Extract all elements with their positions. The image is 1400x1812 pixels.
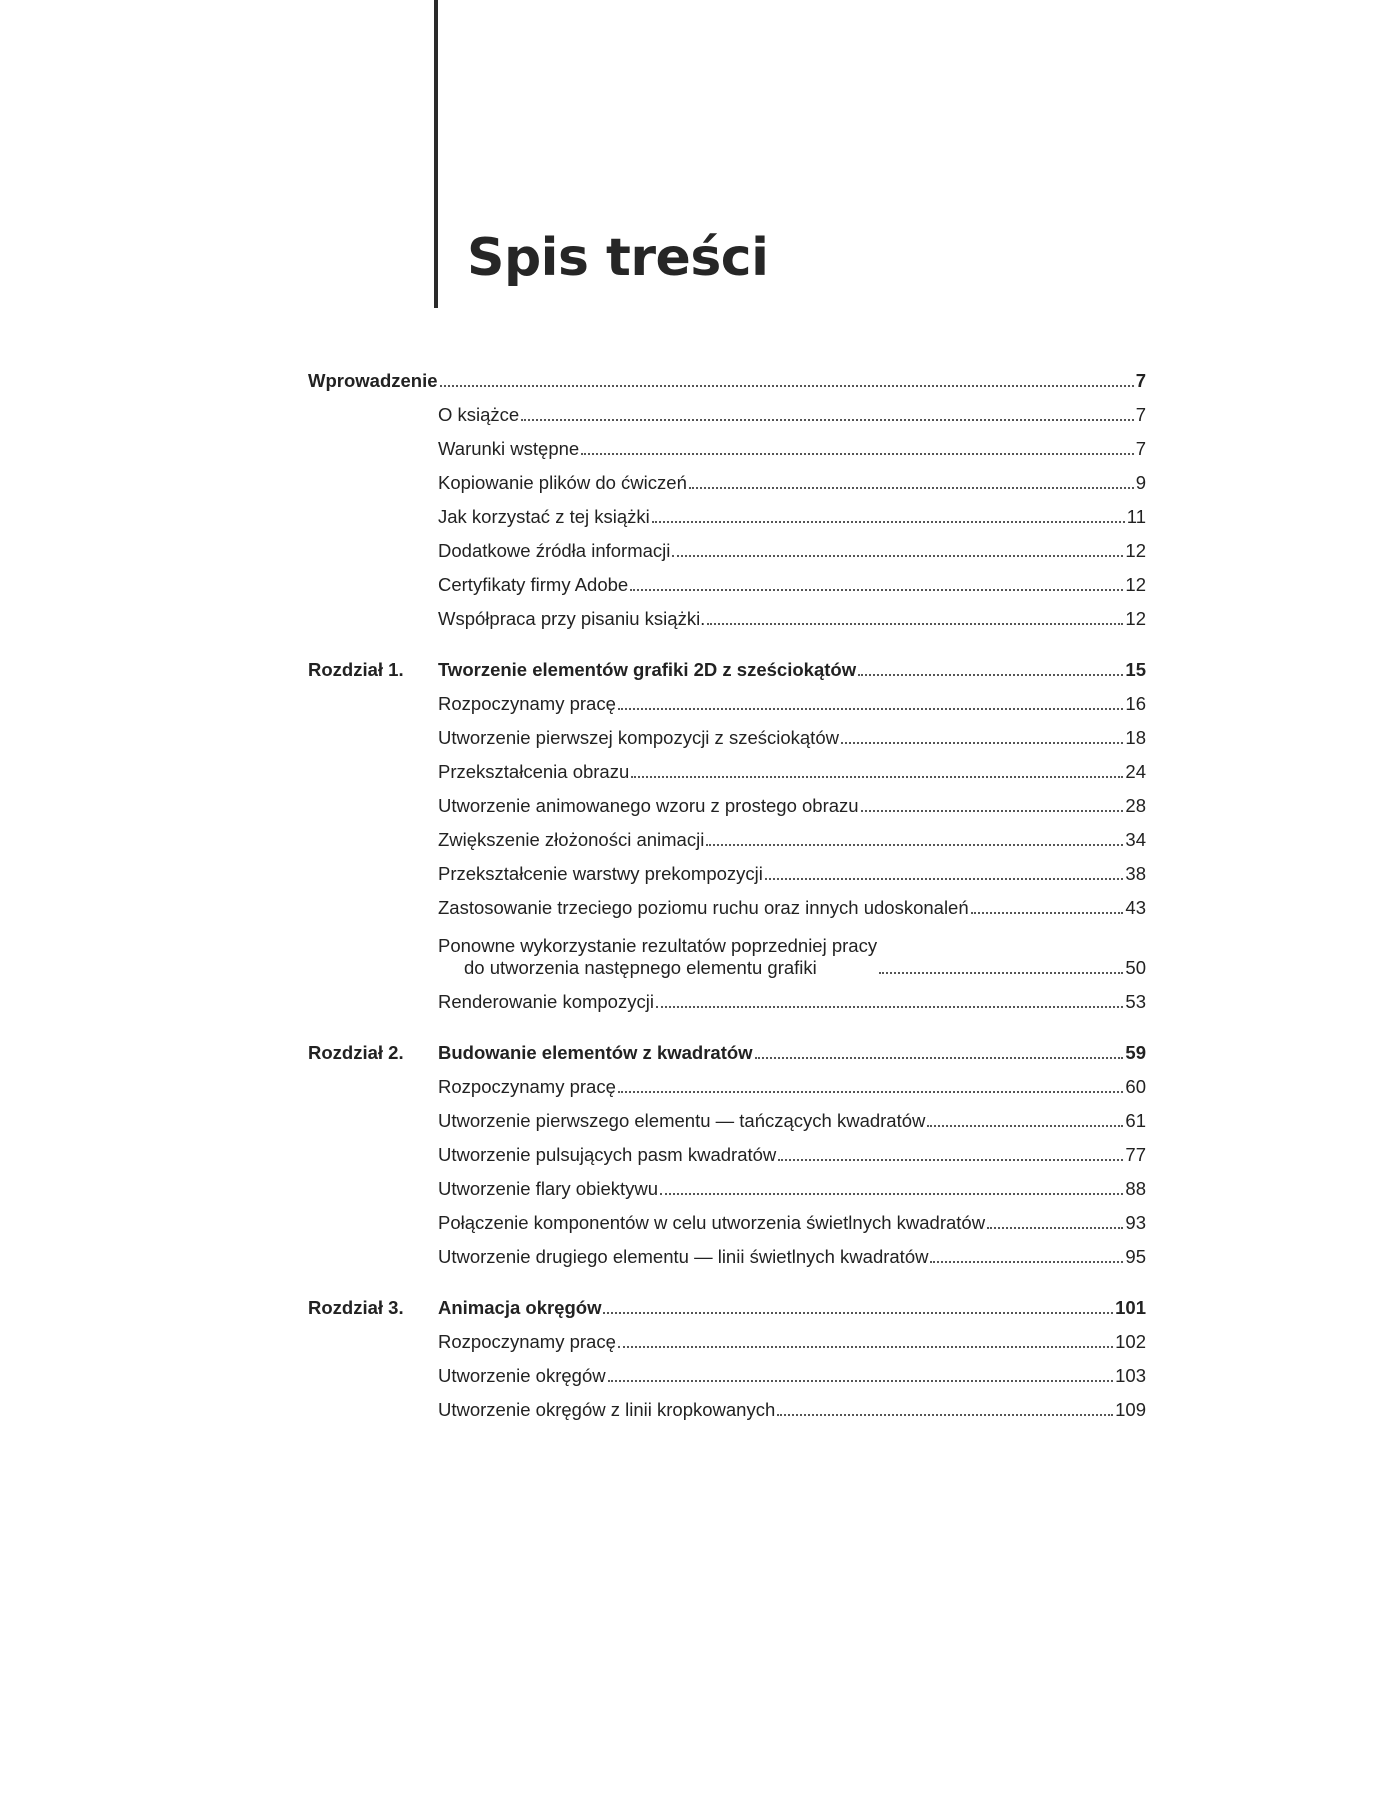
entry-title-line: Utworzenie pulsujących pasm kwadratów [438, 1144, 777, 1165]
page-number: 109 [1115, 1399, 1146, 1420]
entry-title-line: Przekształcenie warstwy prekompozycji [438, 863, 763, 884]
toc-chapter-row[interactable] [308, 364, 1146, 398]
page-number: 24 [1125, 761, 1146, 782]
dot-leader [971, 912, 1124, 914]
page-number: 77 [1125, 1144, 1146, 1165]
dot-leader [521, 419, 1133, 421]
entry-title-line: Zastosowanie trzeciego poziomu ruchu oraz innych udoskonaleń [438, 897, 969, 918]
toc-chapter-row[interactable] [308, 653, 1146, 687]
dot-leader [656, 1006, 1123, 1008]
toc-entry-row[interactable] [308, 789, 1146, 823]
dot-leader [930, 1261, 1123, 1263]
entry-title-line: Utworzenie okręgów z linii kropkowanych [438, 1399, 776, 1420]
entry-title-line: Utworzenie drugiego elementu — linii świetlnych kwadratów [438, 1246, 929, 1267]
page-number: 102 [1115, 1331, 1146, 1352]
entry-title [438, 1246, 928, 1268]
chapter-title: Animacja okręgów [438, 1297, 602, 1318]
toc-entry-row[interactable] [308, 1359, 1146, 1393]
dot-leader [630, 589, 1123, 591]
page-number: 93 [1125, 1212, 1146, 1233]
dot-leader [858, 674, 1123, 676]
toc-entry-row[interactable] [308, 398, 1146, 432]
toc-entry-row[interactable] [308, 1172, 1146, 1206]
page-number: 43 [1125, 897, 1146, 918]
entry-title [438, 1110, 925, 1132]
entry-title [438, 935, 877, 979]
entry-title-line: Współpraca przy pisaniu książki. [438, 608, 706, 629]
page-number: 16 [1125, 693, 1146, 714]
toc-entry-row[interactable] [308, 1138, 1146, 1172]
toc-entry-row[interactable] [308, 985, 1146, 1019]
page-number: 7 [1135, 438, 1146, 459]
toc-section [308, 1036, 1146, 1274]
chapter-title: Budowanie elementów z kwadratów [438, 1042, 753, 1063]
dot-leader [777, 1414, 1113, 1416]
toc-entry-row[interactable] [308, 857, 1146, 891]
page-number: 88 [1125, 1178, 1146, 1199]
entry-title [438, 574, 628, 596]
dot-leader [660, 1193, 1123, 1195]
toc-entry-row[interactable] [308, 500, 1146, 534]
page-number: 38 [1125, 863, 1146, 884]
page-number: 15 [1125, 659, 1146, 680]
page-number: 34 [1125, 829, 1146, 850]
dot-leader [841, 742, 1123, 744]
entry-title [438, 727, 839, 749]
page-number: 103 [1115, 1365, 1146, 1386]
chapter-label: Rozdział 3. [308, 1297, 404, 1318]
entry-title-line: Połączenie komponentów w celu utworzenia świetlnych kwadratów [438, 1212, 986, 1233]
toc-entry-row[interactable] [308, 925, 1146, 985]
entry-title [438, 1331, 616, 1353]
page-number: 60 [1125, 1076, 1146, 1097]
entry-title-line: Jak korzystać z tej książki [438, 506, 650, 527]
entry-title [438, 1399, 775, 1421]
dot-leader [707, 623, 1123, 625]
entry-title [438, 897, 969, 919]
page-number: 95 [1125, 1246, 1146, 1267]
page-number: 28 [1125, 795, 1146, 816]
page-number: 7 [1135, 370, 1146, 391]
toc-chapter-row[interactable] [308, 1291, 1146, 1325]
page-number: 12 [1125, 608, 1146, 629]
page-number: 61 [1125, 1110, 1146, 1131]
toc-entry-row[interactable] [308, 1393, 1146, 1427]
entry-title-line: Kopiowanie plików do ćwiczeń [438, 472, 687, 493]
page-number: 53 [1125, 991, 1146, 1012]
page-number: 101 [1115, 1297, 1146, 1318]
page-number: 50 [1125, 957, 1146, 978]
entry-title-line: Renderowanie kompozycji [438, 991, 654, 1012]
entry-title-line: Rozpoczynamy pracę [438, 1331, 616, 1352]
entry-title [438, 693, 616, 715]
dot-leader [608, 1380, 1114, 1382]
dot-leader [581, 453, 1133, 455]
dot-leader [631, 776, 1123, 778]
table-of-contents [308, 364, 1146, 1444]
toc-section [308, 364, 1146, 636]
dot-leader [618, 1091, 1124, 1093]
entry-title [438, 829, 704, 851]
title-vertical-rule [434, 0, 438, 308]
toc-entry-row[interactable] [308, 687, 1146, 721]
entry-title [438, 438, 579, 460]
toc-entry-row[interactable] [308, 534, 1146, 568]
dot-leader [861, 810, 1124, 812]
entry-title-line: Utworzenie animowanego wzoru z prostego obrazu [438, 795, 859, 816]
page-number: 59 [1125, 1042, 1146, 1063]
dot-leader [706, 844, 1123, 846]
entry-title [438, 404, 519, 426]
entry-title [438, 795, 859, 817]
page-number: 18 [1125, 727, 1146, 748]
dot-leader [689, 487, 1134, 489]
entry-title-line: Warunki wstępne [438, 438, 580, 459]
entry-title [438, 472, 687, 494]
toc-entry-row[interactable] [308, 755, 1146, 789]
toc-section [308, 653, 1146, 1019]
entry-title [438, 991, 654, 1013]
toc-entry-row[interactable] [308, 823, 1146, 857]
entry-title [438, 863, 763, 885]
dot-leader [672, 555, 1123, 557]
entry-title-line: Dodatkowe źródła informacji [438, 540, 671, 561]
chapter-title: Tworzenie elementów grafiki 2D z sześciokątów [438, 659, 857, 680]
dot-leader [987, 1227, 1123, 1229]
toc-entry-row[interactable] [308, 466, 1146, 500]
dot-leader [618, 1346, 1113, 1348]
entry-title [438, 1365, 606, 1387]
dot-leader [440, 385, 1134, 387]
entry-title-line-2: do utworzenia następnego elementu grafiki [464, 957, 817, 978]
page-number: 7 [1135, 404, 1146, 425]
chapter-label: Rozdział 2. [308, 1042, 404, 1063]
entry-title-line: Rozpoczynamy pracę [438, 1076, 616, 1097]
entry-title-line: Zwiększenie złożoności animacji [438, 829, 705, 850]
entry-title-line: Rozpoczynamy pracę [438, 693, 616, 714]
dot-leader [618, 708, 1124, 710]
chapter-label: Rozdział 1. [308, 659, 404, 680]
page-number: 12 [1125, 540, 1146, 561]
entry-title [438, 540, 670, 562]
entry-title-line: Utworzenie okręgów [438, 1365, 606, 1386]
entry-title-line: Przekształcenia obrazu [438, 761, 630, 782]
entry-title-line: O książce [438, 404, 520, 425]
toc-entry-row[interactable] [308, 1240, 1146, 1274]
toc-entry-row[interactable] [308, 721, 1146, 755]
toc-entry-row[interactable] [308, 1070, 1146, 1104]
entry-title [438, 1076, 616, 1098]
entry-title [438, 761, 629, 783]
toc-entry-row[interactable] [308, 1104, 1146, 1138]
dot-leader [927, 1125, 1123, 1127]
entry-title [438, 608, 705, 630]
entry-title-line: Utworzenie flary obiektywu [438, 1178, 659, 1199]
entry-title-line: Utworzenie pierwszej kompozycji z sześciokątów [438, 727, 839, 748]
toc-entry-row[interactable] [308, 602, 1146, 636]
toc-chapter-row[interactable] [308, 1036, 1146, 1070]
toc-entry-row[interactable] [308, 1325, 1146, 1359]
entry-title-line: Ponowne wykorzystanie rezultatów poprzedniej pracy [438, 935, 878, 956]
toc-entry-row[interactable] [308, 891, 1146, 925]
dot-leader [755, 1057, 1124, 1059]
page-number: 9 [1135, 472, 1146, 493]
toc-entry-row[interactable] [308, 568, 1146, 602]
entry-title-line: Utworzenie pierwszego elementu — tańczących kwadratów [438, 1110, 926, 1131]
entry-title [438, 1144, 776, 1166]
entry-title [438, 1178, 658, 1200]
toc-entry-row[interactable] [308, 432, 1146, 466]
dot-leader [652, 521, 1125, 523]
chapter-title: Wprowadzenie [308, 370, 438, 391]
dot-leader [879, 972, 1123, 974]
dot-leader [778, 1159, 1123, 1161]
dot-leader [765, 878, 1124, 880]
entry-title-line: Certyfikaty firmy Adobe [438, 574, 629, 595]
page-number: 12 [1125, 574, 1146, 595]
entry-title [438, 506, 650, 528]
page-title: Spis treści [467, 228, 769, 288]
dot-leader [603, 1312, 1113, 1314]
toc-section [308, 1291, 1146, 1427]
entry-title [438, 1212, 985, 1234]
page-number: 11 [1126, 506, 1146, 527]
toc-entry-row[interactable] [308, 1206, 1146, 1240]
